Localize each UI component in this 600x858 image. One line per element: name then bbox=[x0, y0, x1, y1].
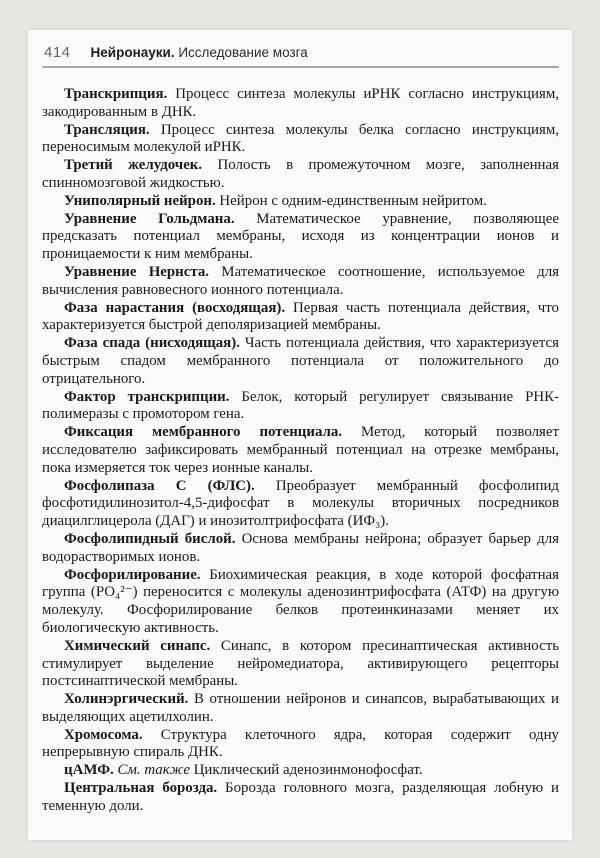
entry-definition: Процесс синтеза молекулы иРНК согласно инструкциям, закодированным в ДНК. bbox=[42, 86, 559, 120]
entry-definition: Нейрон с одним-единственным нейритом. bbox=[215, 192, 487, 209]
page-number: 414 bbox=[44, 44, 71, 61]
entry-term: Фактор транскрипции. bbox=[64, 388, 230, 405]
glossary-entry bbox=[42, 300, 559, 336]
book-title: Нейронауки. bbox=[90, 45, 175, 60]
entry-term: Химический синапс. bbox=[64, 637, 211, 654]
glossary-entry bbox=[42, 335, 559, 388]
entry-definition: Биохимическая реакция, в ходе которой фосфатная группа (РО₄²⁻) переносится с молекулы аденозинтрифосфата (АТФ) на другую молекулу. Фосфорилирование белков протеинкиназами меняет их биологическую активность. bbox=[42, 566, 559, 636]
entry-term: Фиксация мембранного потенциала. bbox=[64, 424, 343, 441]
glossary-entry bbox=[42, 478, 559, 531]
glossary-entry bbox=[42, 264, 559, 300]
entry-term: Центральная борозда. bbox=[64, 780, 218, 797]
entry-definition: В отношении нейронов и синапсов, вырабатывающих и выделяющих ацетилхолин. bbox=[42, 691, 559, 725]
entry-term: Трансляция. bbox=[64, 121, 150, 138]
entry-definition: Циклический аденозинмонофосфат. bbox=[189, 762, 423, 779]
glossary-entry bbox=[42, 86, 559, 122]
glossary-entry bbox=[42, 211, 559, 264]
entry-term: Третий желудочек. bbox=[64, 157, 203, 174]
glossary-entry bbox=[42, 193, 559, 211]
entry-definition: Математическое уравнение, позволяющее предсказать потенциал мембраны, исходя из концентрации ионов и проницаемости к ним мембраны. bbox=[42, 210, 559, 263]
entry-definition: Преобразует мембранный фосфолипид фосфотидилинозитол-4,5-дифосфат в молекулы вторичных посредников диацилглицерола (ДАГ) и инозитолтрифосфата (ИФ₃). bbox=[42, 477, 559, 530]
entry-term: Уравнение Нернста. bbox=[64, 263, 210, 280]
entry-term: Уравнение Гольдмана. bbox=[64, 210, 235, 227]
glossary-entry bbox=[42, 762, 559, 780]
entry-term: Униполярный нейрон. bbox=[64, 192, 216, 209]
glossary-entry bbox=[42, 780, 559, 816]
glossary-entry bbox=[42, 567, 559, 638]
entry-term: Фосфолипаза С (ФЛС). bbox=[64, 477, 255, 494]
page-header bbox=[42, 44, 559, 61]
entry-definition: Полость в промежуточном мозге, заполненная спинномозговой жидкостью. bbox=[42, 157, 559, 191]
entry-term: Хромосома. bbox=[64, 726, 143, 743]
book-page bbox=[28, 30, 572, 840]
entry-definition: Борозда головного мозга, разделяющая лобную и теменную доли. bbox=[42, 780, 560, 814]
glossary-entry bbox=[42, 727, 559, 763]
header-rule bbox=[42, 66, 559, 68]
entry-term: Холинэргический. bbox=[64, 691, 189, 708]
entry-definition: Синапс, в котором пресинаптическая активность стимулирует выделение нейромедиатора, активирующего рецепторы постсинаптической мембраны. bbox=[42, 637, 559, 690]
glossary-entry bbox=[42, 691, 559, 727]
entry-definition: Метод, который позволяет исследователю зафиксировать мембранный потенциал на отрезке мембраны, пока измеряется ток через ионные каналы. bbox=[42, 424, 559, 476]
entry-term: Фосфолипидный бислой. bbox=[64, 530, 236, 547]
glossary-entry bbox=[42, 389, 559, 425]
entry-definition: Белок, который регулирует связывание РНК-полимеразы с промотором гена. bbox=[42, 388, 559, 423]
glossary-entries bbox=[42, 86, 559, 816]
running-head bbox=[91, 45, 308, 60]
glossary-entry bbox=[42, 424, 559, 477]
entry-definition: Первая часть потенциала действия, что характеризуется быстрой деполяризацией мембраны. bbox=[42, 299, 559, 334]
entry-term: Фаза нарастания (восходящая). bbox=[64, 299, 286, 316]
glossary-entry bbox=[42, 122, 559, 158]
entry-definition: Математическое соотношение, используемое для вычисления равновесного ионного потенциала. bbox=[42, 263, 559, 298]
entry-term: цАМФ. bbox=[64, 762, 114, 779]
entry-term: Фосфорилирование. bbox=[64, 566, 201, 583]
entry-term: Транскрипция. bbox=[64, 86, 168, 102]
book-subtitle: Исследование мозга bbox=[178, 45, 308, 60]
entry-term: Фаза спада (нисходящая). bbox=[64, 335, 240, 352]
glossary-entry bbox=[42, 157, 559, 193]
glossary-entry bbox=[42, 638, 559, 691]
glossary-entry bbox=[42, 531, 559, 567]
entry-definition: Часть потенциала действия, что характеризуется быстрым спадом мембранного потенциала от положительного до отрицательного. bbox=[42, 335, 559, 387]
entry-definition: Структура клеточного ядра, которая содержит одну непрерывную спираль ДНК. bbox=[42, 726, 559, 761]
entry-see-also: См. также bbox=[113, 762, 190, 779]
entry-definition: Основа мембраны нейрона; образует барьер для водорастворимых ионов. bbox=[42, 530, 559, 565]
entry-definition: Процесс синтеза молекулы белка согласно инструкциям, переносимым молекулой иРНК. bbox=[42, 121, 559, 156]
